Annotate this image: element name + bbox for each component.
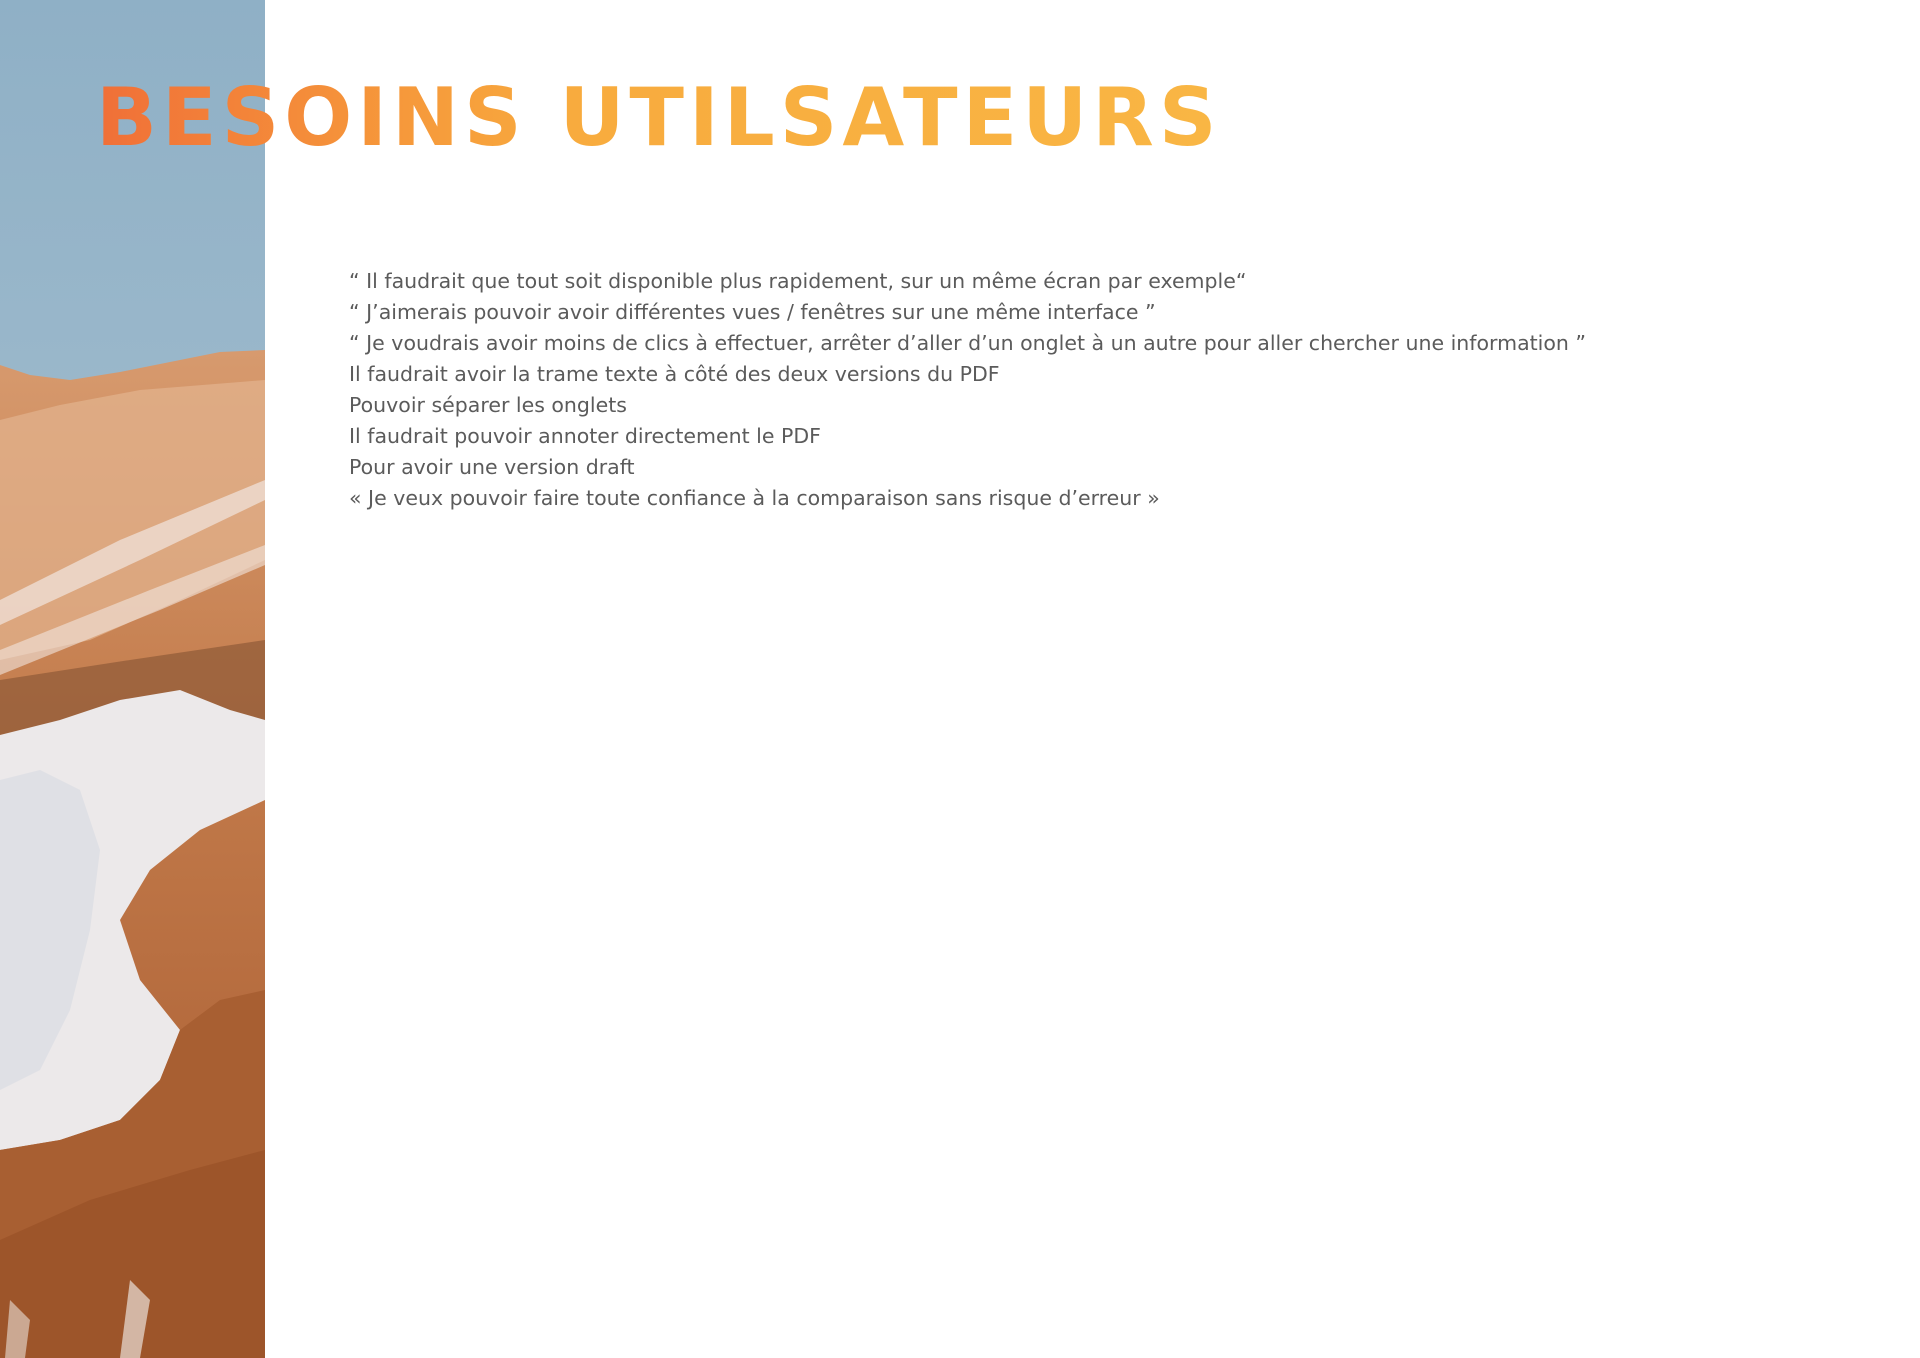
list-item: “ J’aimerais pouvoir avoir différentes vues / fenêtres sur une même interface ”	[349, 300, 1156, 324]
list-item: Pouvoir séparer les onglets	[349, 393, 627, 417]
page-title: BESOINS UTILSATEURS	[96, 71, 1222, 164]
list-item: “ Je voudrais avoir moins de clics à effectuer, arrêter d’aller d’un onglet à un autre pour aller chercher une information ”	[349, 331, 1587, 355]
list-item: Il faudrait avoir la trame texte à côté des deux versions du PDF	[349, 362, 1000, 386]
list-item: “ Il faudrait que tout soit disponible plus rapidement, sur un même écran par exemple“	[349, 269, 1247, 293]
list-item: « Je veux pouvoir faire toute confiance à la comparaison sans risque d’erreur »	[349, 486, 1160, 510]
mountain-photo	[0, 0, 265, 1358]
list-item: Il faudrait pouvoir annoter directement le PDF	[349, 424, 821, 448]
list-item: Pour avoir une version draft	[349, 455, 635, 479]
user-needs-list	[349, 266, 1586, 514]
